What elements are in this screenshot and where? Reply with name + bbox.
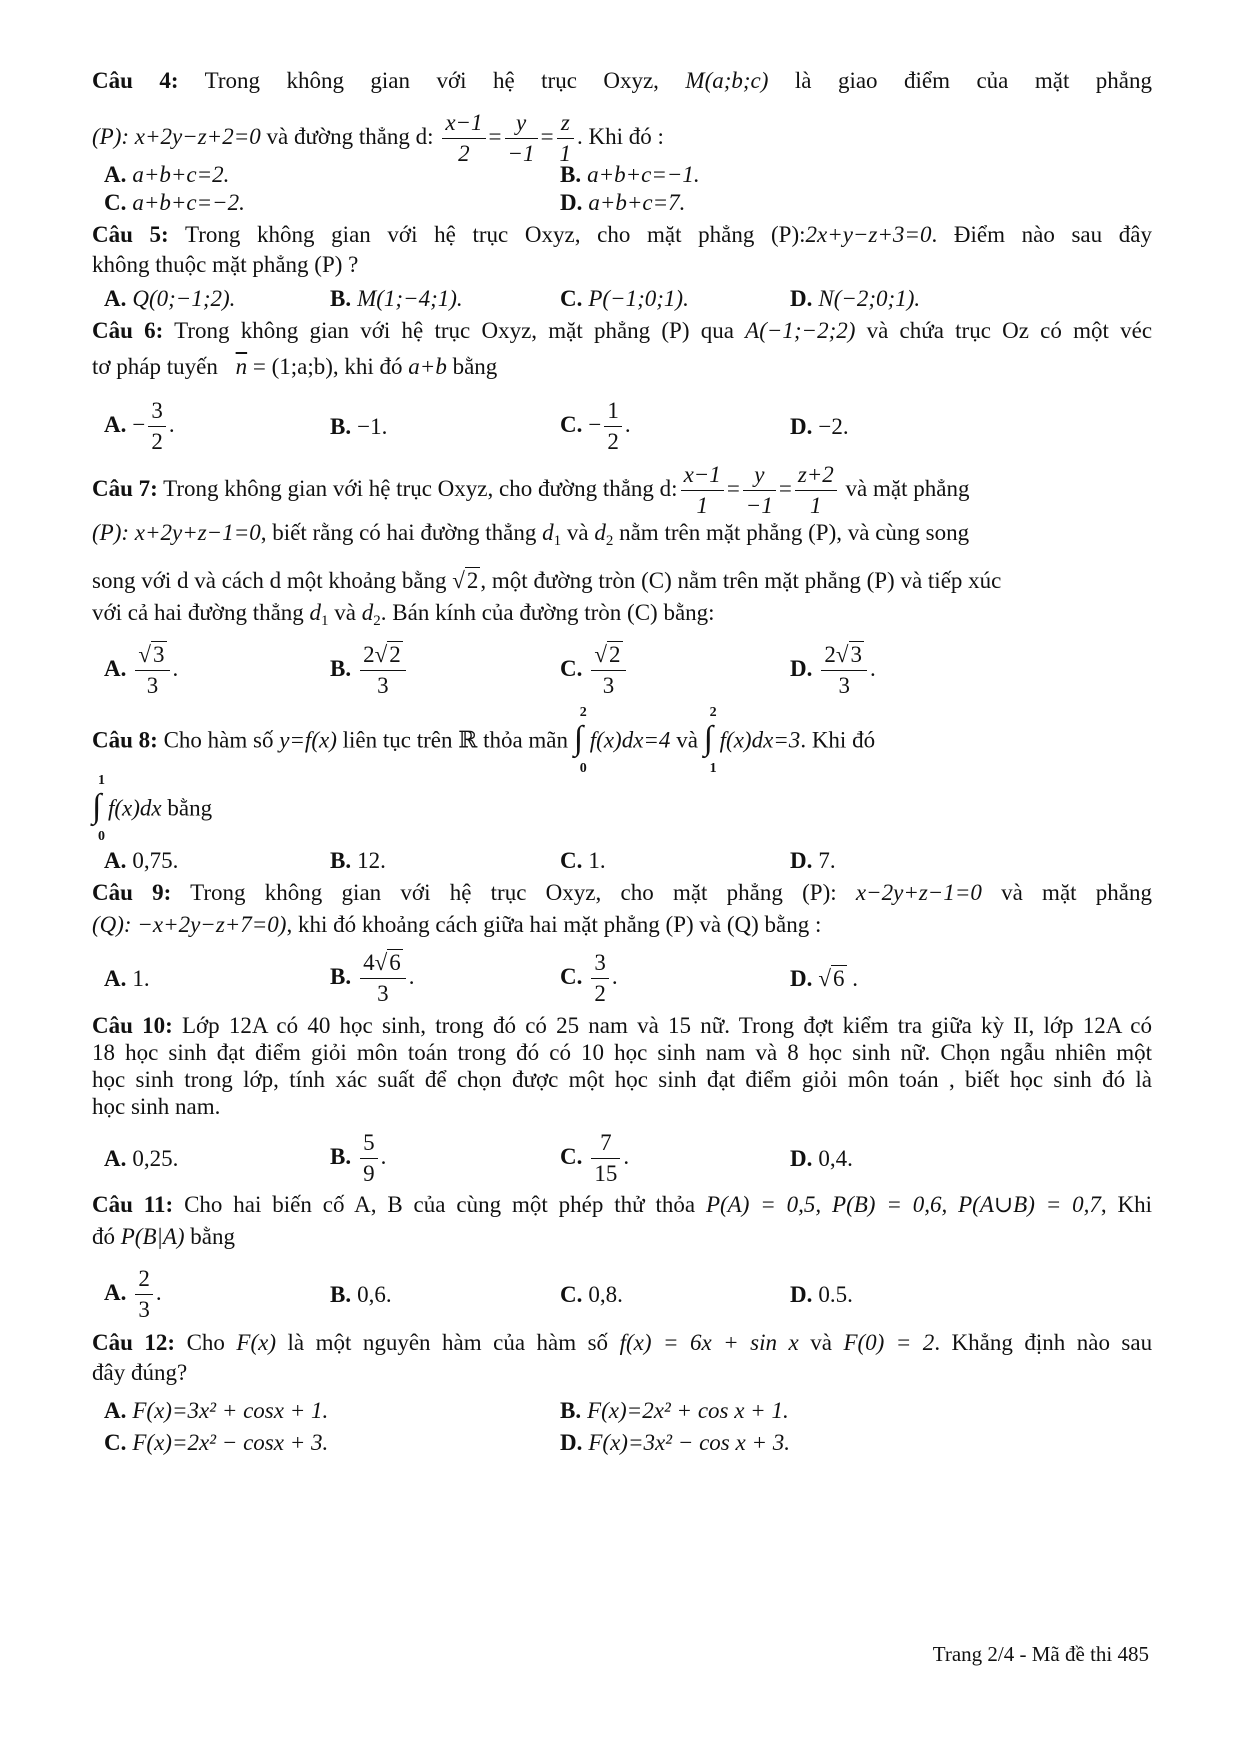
- q7-option-a: A. $\frac{√3}{3}$ .: [104, 642, 179, 698]
- q9-line2: (Q): −x+2y−z+7=0), khi đó khoảng cách giữa hai mặt phẳng (P) và (Q) bằng :: [92, 912, 822, 937]
- q6-option-d: D. −2.: [790, 414, 849, 439]
- q10-label: Câu 10:: [92, 1013, 173, 1038]
- q9-option-b: B. $\frac{4√6}{3}$ .: [330, 950, 415, 1006]
- q7-label: Câu 7:: [92, 475, 158, 501]
- q6-label: Câu 6:: [92, 318, 164, 343]
- q7-line2: (P): x+2y+z−1=0, biết rằng có hai đường thẳng $d_1$ và $d_2$ nằm trên mặt phẳng (P), và cùng song: [92, 520, 970, 549]
- q7-line3: song với d và cách d một khoảng bằng √2, một đường tròn (C) nằm trên mặt phẳng (P) và tiếp xúc: [92, 568, 1002, 593]
- q11-option-c: C. 0,8.: [560, 1282, 623, 1307]
- q6-option-c: C. − $\frac{1}{2}$ .: [560, 398, 631, 454]
- page-footer: Trang 2/4 - Mã đề thi 485: [932, 1642, 1149, 1666]
- q12-line1: Câu 12: Cho F(x) là một nguyên hàm của hàm số f(x) = 6x + sin x và F(0) = 2. Khẳng định nào sau: [92, 1330, 1153, 1355]
- q6-option-a: A. − $\frac{3}{2}$ .: [104, 398, 175, 454]
- q12-line2: đây đúng?: [92, 1360, 188, 1385]
- q5-option-a: A. Q(0;−1;2).: [104, 286, 236, 311]
- q11-option-a: A. $\frac{2}{3}$ .: [104, 1266, 162, 1322]
- q9-option-c: C. $\frac{3}{2}$ .: [560, 950, 618, 1006]
- q9-line1: Câu 9: Trong không gian với hệ trục Oxyz, cho mặt phẳng (P): x−2y+z−1=0 và mặt phẳng: [92, 880, 1152, 905]
- q7-option-d: D. $\frac{2√3}{3}$ .: [790, 642, 876, 698]
- q7-option-b: B. $\frac{2√2}{3}$: [330, 640, 409, 701]
- fraction: $\frac{y}{-1}$: [743, 460, 776, 521]
- q12-label: Câu 12:: [92, 1330, 176, 1355]
- fraction: $\frac{x-1}{1}$: [681, 460, 724, 521]
- q4-line1: Câu 4: Trong không gian với hệ trục Oxyz, M(a;b;c) là giao điểm của mặt phẳng: [92, 68, 1152, 93]
- q11-line2: đó P(B|A) bằng: [92, 1224, 236, 1249]
- fraction: $\frac{y}{-1}$: [505, 108, 538, 169]
- q5-label: Câu 5:: [92, 222, 169, 247]
- q11-option-d: D. 0.5.: [790, 1282, 853, 1307]
- q6-line1: Câu 6: Trong không gian với hệ trục Oxyz, mặt phẳng (P) qua A(−1;−2;2) và chứa trục Oz có một véc: [92, 318, 1153, 343]
- q12-option-b: B. F(x)=2x² + cos x + 1.: [560, 1398, 789, 1423]
- q10-option-d: D. 0,4.: [790, 1146, 853, 1171]
- q12-option-a: A. F(x)=3x² + cosx + 1.: [104, 1398, 329, 1423]
- q5-line2: không thuộc mặt phẳng (P) ?: [92, 252, 359, 277]
- q5-option-b: B. M(1;−4;1).: [330, 286, 463, 311]
- q5-option-d: D. N(−2;0;1).: [790, 286, 921, 311]
- q9-label: Câu 9:: [92, 880, 172, 905]
- q7-line1: Câu 7: Trong không gian với hệ trục Oxyz, cho đường thẳng d: $\frac{x-1}{1}$ = $\frac{y}{-1}$ = $\frac{z+2}{1}$ và mặt phẳng: [92, 460, 1152, 521]
- integral-sign: ∫ 2 1: [703, 705, 717, 776]
- q10-line4: học sinh nam.: [92, 1094, 221, 1119]
- q10-line3: học sinh trong lớp, tính xác suất để chọn được một học sinh đạt điểm giỏi môn toán , biết học sinh đó là: [92, 1067, 1152, 1092]
- q8-line1: Câu 8: Cho hàm số y=f(x) liên tục trên ℝ thỏa mãn ∫ 2 0 f(x)dx=4 và ∫ 2 1 f(x)dx=3. Khi đó: [92, 705, 876, 776]
- q8-line2: ∫ 1 0 f(x)dx bằng: [92, 773, 213, 844]
- q8-option-c: C. 1.: [560, 848, 606, 873]
- q8-option-b: B. 12.: [330, 848, 386, 873]
- fraction: $\frac{z+2}{1}$: [795, 460, 837, 521]
- q4-option-b: B. a+b+c=−1.: [560, 162, 700, 187]
- integral-sign: ∫ 1 0: [92, 773, 105, 844]
- fraction: $\frac{x-1}{2}$: [442, 108, 485, 169]
- q4-line2: (P): x+2y−z+2=0 và đường thẳng d: $\frac{x-1}{2}$ = $\frac{y}{-1}$ = $\frac{z}{1}$ . Khi đó :: [92, 108, 1152, 169]
- q8-label: Câu 8:: [92, 727, 158, 753]
- q5-line1: Câu 5: Trong không gian với hệ trục Oxyz, cho mặt phẳng (P):2x+y−z+3=0. Điểm nào sau đây: [92, 222, 1152, 247]
- q11-label: Câu 11:: [92, 1192, 174, 1217]
- q10-option-a: A. 0,25.: [104, 1146, 179, 1171]
- q10-option-c: C. $\frac{7}{15}$ .: [560, 1130, 630, 1186]
- q6-option-b: B. −1.: [330, 414, 388, 439]
- q11-line1: Câu 11: Cho hai biến cố A, B của cùng một phép thử thỏa P(A) = 0,5, P(B) = 0,6, P(A∪B) = 0,7, Khi: [92, 1192, 1153, 1217]
- q10-line2: 18 học sinh đạt điểm giỏi môn toán trong đó có 10 học sinh nam và 8 học sinh nữ. Chọn ngẫu nhiên một: [92, 1040, 1152, 1065]
- q6-line2: tơ pháp tuyến $\overline{n}$ = (1;a;b), khi đó a+b bằng: [92, 354, 498, 379]
- q9-option-d: D. √6 .: [790, 966, 858, 991]
- q12-option-c: C. F(x)=2x² − cosx + 3.: [104, 1430, 329, 1455]
- q10-line1: Câu 10: Lớp 12A có 40 học sinh, trong đó có 25 nam và 15 nữ. Trong đợt kiểm tra giữa kỳ II, lớp 12A có: [92, 1013, 1152, 1038]
- fraction: $\frac{z}{1}$: [557, 108, 575, 169]
- integral-sign: ∫ 2 0: [573, 705, 587, 776]
- q7-option-c: C. $\frac{√2}{3}$: [560, 640, 629, 701]
- q8-option-a: A. 0,75.: [104, 848, 179, 873]
- q4-label: Câu 4:: [92, 68, 179, 93]
- q10-option-b: B. $\frac{5}{9}$ .: [330, 1130, 387, 1186]
- q5-option-c: C. P(−1;0;1).: [560, 286, 689, 311]
- q9-option-a: A. 1.: [104, 966, 150, 991]
- q4-option-d: D. a+b+c=7.: [560, 190, 686, 215]
- q12-option-d: D. F(x)=3x² − cos x + 3.: [560, 1430, 790, 1455]
- q4-option-c: C. a+b+c=−2.: [104, 190, 245, 215]
- q4-option-a: A. a+b+c=2.: [104, 162, 230, 187]
- q11-option-b: B. 0,6.: [330, 1282, 392, 1307]
- q8-option-d: D. 7.: [790, 848, 836, 873]
- q7-line4: với cả hai đường thẳng $d_1$ và $d_2$. Bán kính của đường tròn (C) bằng:: [92, 600, 715, 629]
